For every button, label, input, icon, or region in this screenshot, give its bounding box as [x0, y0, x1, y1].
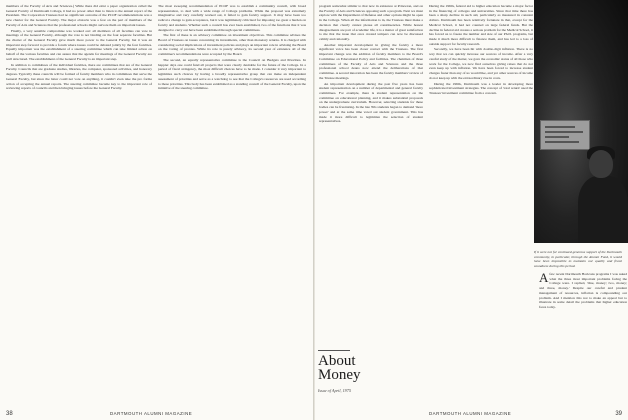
- page-number-right: 39: [615, 411, 622, 417]
- magazine-footer-left: DARTMOUTH ALUMNI MAGAZINE: [110, 411, 193, 416]
- photo-man-at-terminal: [534, 0, 628, 243]
- right-column-1: [319, 4, 423, 348]
- lead-paragraph: [539, 272, 627, 310]
- figure-body: [578, 176, 628, 243]
- figure-head: [589, 150, 613, 178]
- left-column-1: [6, 4, 152, 402]
- photo-caption: If it were not for continued generous support of the Dartmouth community, in particular, through the Alumni Fund, it would have been impossible to maintain our quality and fiscal soundness during this period.: [534, 250, 622, 268]
- paragraph: The first of these is an advisory committee on investment objectives. This committee advises the Board of Trustees on issues concerning its investments, other than monetary returns. It is charged with considering social implications of investment policies and plays an important role in advising the Board on the voting of proxies. While its role is purely advisory, its second year of existence all of the committee's recommendations were accepted by the Board.: [158, 33, 306, 57]
- section-title-line-1: About: [318, 353, 356, 369]
- lead-text: few recent Dartmouth Horizons programs I was asked what the three most important problems facing the College were. I replied, 'One, money; two, money; and three, money.' Despite our careful and prudent management of resources, inflation is compounding our problem. And I mention this not to make an appeal but to illustrate in some detail the problems that higher education faces today.: [539, 272, 627, 310]
- paragraph: Secondly, we have been hit with double-digit inflation. There is no way that we can quickly increase our sources of income. After a very careful study of the matter, we gave the economic status of all those who work for the College, we now find ourselves giving raises that do not even keep up with inflation. We have been forced to increase student charges faster than any of us would like, and yet other sources of income do not keep up with the extraordinary rise in costs.: [429, 47, 533, 80]
- paragraph: An important development during the past five years has been student representation on a number of departmental and general faculty committees. For example, there is student representation on the committee on educational planning, and it makes substantial proposals on the undergraduate curriculum. However, selecting students for these bodies can be frustrating. In the late '60s students began to demand 'more power' and at the same time voted out student government. This has made it more difficult to legitimize the selection of student representatives.: [319, 81, 423, 124]
- paragraph: The most sweeping recommendation of PCOF was to establish a community council, with broad representation, to deal with a wide range of College problems. While the proposal was extremely imaginative and very carefully worked out, it failed to gain faculty support. It may have been too radical a change to gain acceptance, but it was legitimately criticized for imposing too great a burden on faculty and students. Whether such a council has ever been established, two of the functions that it was designed to carry out have been established through special committees.: [158, 4, 306, 32]
- issue-date: Issue of April, 1975: [318, 388, 351, 393]
- terminal-screen: [540, 120, 590, 150]
- section-rule: [318, 350, 350, 351]
- paragraph: Another important development in giving the faculty a more significant voice has been closer contact with the Trustees. The first important change was the addition of faculty members to the Board's Committee on Educational Policy and facilities. The chairmen of three committees of the Faculty of Arts and Sciences and the three professional school deans now attend the deliberations of that committee. A second innovation has been the faculty members' review of the Trustee meetings.: [319, 42, 423, 80]
- right-column-3: [539, 272, 627, 402]
- right-column-2: [429, 4, 533, 402]
- paragraph: members of the Faculty of Arts and Sciences.) While there did exist a paper organization called the General Faculty of Dartmouth College, it had no power other than to listen to the annual report of the President. The Corporation Trustees had no significant outcome of the PCOF recommendations was a new charter for the General Faculty. The major obstacle was a fear on the part of members of the Faculty of Arts and Sciences that the professional schools might outvote them on important issues.: [6, 4, 152, 27]
- paragraph: Finally, a very sensible compromise was worked out: all members of all faculties can vote in meetings of the General Faculty, although the vote is not binding on the four separate faculties. But the charter of the General Faculty gave much more power to the General Faculty, but it was an important step forward to provide a forum where issues could be debated jointly by the four faculties. Equally important was the establishment of a steering committee which can take limited action on behalf of the various faculties and can assure that the agenda for meetings of the General Faculty are well structured. The establishment of the General Faculty is an important step.: [6, 28, 152, 61]
- section-title: [318, 354, 361, 382]
- section-title-line-2: Money: [318, 367, 361, 383]
- paragraph: In addition to committees of the individual faculties, there are committees that are of the General Faculty. Councils that are graduate studies, libraries, the computer, sponsored activities, and honorary degrees. Typically these councils will be formed of faculty members who in committees that serve the General Faculty, but since the latter could not vote on anything, it couldn't even take the pro forma action of accepting the annual reports. The steering committee became key to the important role of reviewing reports of councils and then bringing issues before the General Faculty.: [6, 62, 152, 91]
- magazine-footer-right: DARTMOUTH ALUMNI MAGAZINE: [429, 411, 512, 416]
- left-column-2: [158, 4, 306, 402]
- paragraph: During the 1960s, federal aid to higher education became a major factor in the financing of colleges and universities. Since that time there has been a sharp decline in such aid, particularly as measured in constant dollars. Dartmouth has been relatively fortunate in that, except for the Medical School, it had not counted on large federal funds. But the decline in federal aid creates a serious problem for the Medical School, it has forced us to freeze the number and size of our Ph.D. programs, but made it much more difficult to finance them, and has led to a loss of outside support for faculty research.: [429, 4, 533, 46]
- drop-cap: A: [539, 272, 549, 285]
- paragraph: The second, an equally representative committee is the Council on Budgets and Priorities. In happier days one could fund all projects that were clearly desirable for the future of the College. In a period of fiscal stringency, the most difficult choices have to be made. I consider it very important to legitimize such choices by having a broadly representative group that can make an independent assessment of priorities and serve as a watchdog to see that the College's resources are used according to these priorities. This body has been established as a standing council of the General Faculty, upon the initiative of the steering committee.: [158, 57, 306, 91]
- paragraph: program somewhat similar to that now in existence at Princeton, and on the Faculty of Arts and Sciences opposing such a program. Next we must explore with the Department of Defense and other options might be open in the College. When all the information is in, the Trustees must make a decision that clearly cannot please all constituencies. While honest disagreements are part of academic life, it is a matter of great satisfaction to me that the issue that once created tempers can now be discussed calmly and rationally.: [319, 4, 423, 42]
- paragraph: During the 1960s, Dartmouth was a leader in developing more sophisticated investment strategies. The concept of 'total return' used the Trustees' investment committee from a concern.: [429, 81, 533, 95]
- page-number-left: 38: [6, 411, 13, 417]
